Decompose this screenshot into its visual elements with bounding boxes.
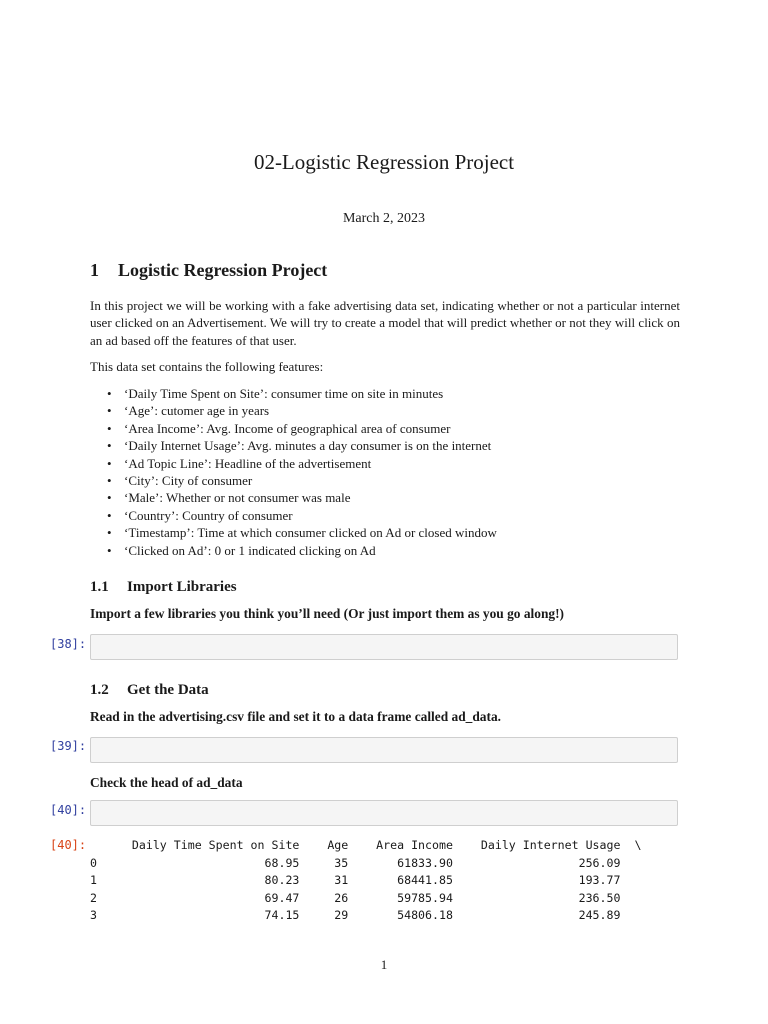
subsection-heading-data bbox=[90, 682, 209, 699]
features-list bbox=[90, 385, 497, 559]
table-row: 3 74.15 29 54806.18 245.89 bbox=[90, 908, 621, 922]
subsection-title: Get the Data bbox=[127, 682, 209, 698]
code-cell-input[interactable] bbox=[90, 634, 678, 660]
output-prompt: [40]: bbox=[50, 838, 87, 852]
list-item: • ‘Clicked on Ad’: 0 or 1 indicated clicking on Ad bbox=[124, 542, 497, 559]
list-item: • ‘Daily Internet Usage’: Avg. minutes a day consumer is on the internet bbox=[124, 437, 497, 454]
dataframe-output bbox=[90, 837, 641, 925]
input-prompt: [40]: bbox=[50, 803, 87, 817]
section-number: 1 bbox=[90, 260, 99, 280]
list-item: • ‘Daily Time Spent on Site’: consumer time on site in minutes bbox=[124, 385, 497, 402]
document-date: March 2, 2023 bbox=[342, 211, 426, 226]
code-cell-input[interactable] bbox=[90, 800, 678, 826]
list-item: • ‘Area Income’: Avg. Income of geographical area of consumer bbox=[124, 420, 497, 437]
table-row: 0 68.95 35 61833.90 256.09 bbox=[90, 855, 621, 870]
list-item: • ‘Country’: Country of consumer bbox=[124, 507, 497, 524]
subsection-title: Import Libraries bbox=[127, 579, 237, 595]
document-title: 02-Logistic Regression Project bbox=[253, 150, 515, 174]
subsection-number: 1.1 bbox=[90, 579, 109, 595]
table-header: Daily Time Spent on Site Age Area Income Daily Internet Usage \ bbox=[90, 838, 642, 852]
list-item: • ‘Ad Topic Line’: Headline of the advertisement bbox=[124, 455, 497, 472]
head-instruction: Check the head of ad_data bbox=[90, 775, 243, 790]
list-item: • ‘Timestamp’: Time at which consumer clicked on Ad or closed window bbox=[124, 524, 497, 541]
read-instruction: Read in the advertising.csv file and set it to a data frame called ad_data. bbox=[90, 709, 501, 724]
code-cell-input[interactable] bbox=[90, 737, 678, 763]
list-item: • ‘Age’: cutomer age in years bbox=[124, 402, 497, 419]
import-instruction: Import a few libraries you think you’ll need (Or just import them as you go along!) bbox=[90, 606, 565, 621]
section-heading bbox=[90, 260, 327, 281]
input-prompt: [39]: bbox=[50, 739, 87, 753]
features-intro: This data set contains the following features: bbox=[90, 359, 324, 374]
input-prompt: [38]: bbox=[50, 637, 87, 651]
subsection-number: 1.2 bbox=[90, 682, 109, 698]
intro-paragraph: In this project we will be working with a fake advertising data set, indicating whether or not a particular internet user clicked on an Advertisement. We will try to create a model that will predict whether or not they will click on an ad based off the features of that user. bbox=[90, 298, 680, 348]
list-item: • ‘Male’: Whether or not consumer was male bbox=[124, 489, 497, 506]
table-row: 1 80.23 31 68441.85 193.77 bbox=[90, 873, 621, 887]
section-title: Logistic Regression Project bbox=[118, 260, 328, 280]
table-row: 2 69.47 26 59785.94 236.50 bbox=[90, 890, 621, 905]
list-item: • ‘City’: City of consumer bbox=[124, 472, 497, 489]
page-number: 1 bbox=[380, 957, 388, 972]
subsection-heading-import bbox=[90, 579, 237, 596]
